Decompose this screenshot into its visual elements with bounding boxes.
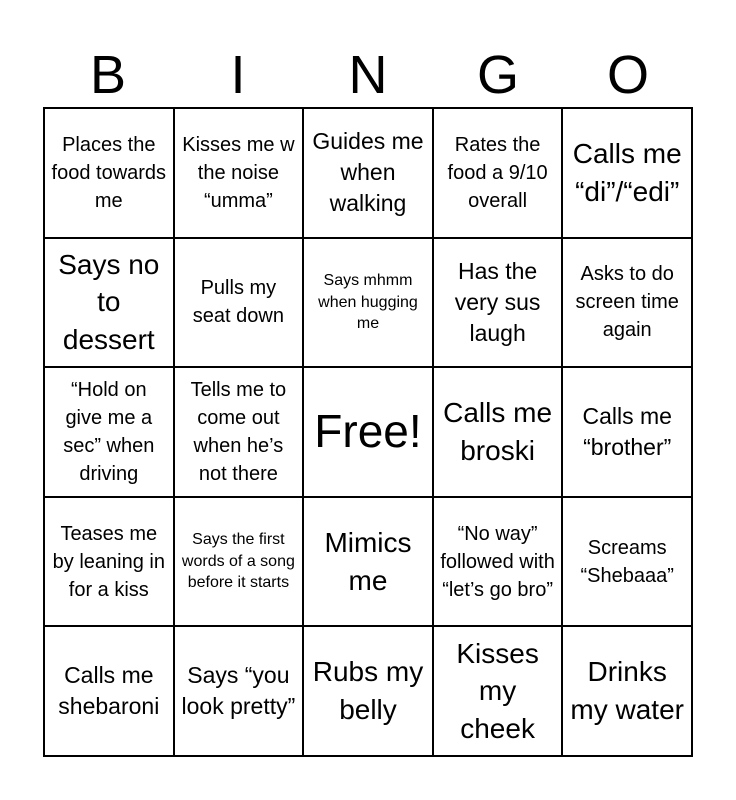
bingo-cell[interactable]: Says no to dessert [44, 238, 174, 368]
free-space-cell[interactable]: Free! [303, 367, 433, 497]
bingo-board [43, 107, 693, 757]
bingo-cell[interactable]: Calls me shebaroni [44, 626, 174, 756]
header-letter-n: N [348, 45, 388, 105]
bingo-cell[interactable]: Kisses me w the noise “umma” [174, 108, 304, 238]
bingo-cell[interactable]: Calls me “di”/“edi” [562, 108, 692, 238]
header-letter-g: G [476, 45, 519, 105]
bingo-cell[interactable]: Teases me by leaning in for a kiss [44, 497, 174, 627]
bingo-cell[interactable]: “Hold on give me a sec” when driving [44, 367, 174, 497]
bingo-cell[interactable]: “No way” followed with “let’s go bro” [433, 497, 563, 627]
header-letter-o: O [606, 45, 649, 105]
bingo-cell[interactable]: Kisses my cheek [433, 626, 563, 756]
bingo-cell[interactable]: Rates the food a 9/10 overall [433, 108, 563, 238]
bingo-cell[interactable]: Pulls my seat down [174, 238, 304, 368]
bingo-cell[interactable]: Has the very sus laugh [433, 238, 563, 368]
bingo-cell[interactable]: Says the first words of a song before it starts [174, 497, 304, 627]
bingo-cell[interactable]: Rubs my belly [303, 626, 433, 756]
bingo-cell[interactable]: Calls me “brother” [562, 367, 692, 497]
bingo-cell[interactable]: Places the food towards me [44, 108, 174, 238]
bingo-cell[interactable]: Calls me broski [433, 367, 563, 497]
bingo-cell[interactable]: Guides me when walking [303, 108, 433, 238]
bingo-cell[interactable]: Says mhmm when hugging me [303, 238, 433, 368]
bingo-cell[interactable]: Asks to do screen time again [562, 238, 692, 368]
bingo-cell[interactable]: Mimics me [303, 497, 433, 627]
bingo-cell[interactable]: Drinks my water [562, 626, 692, 756]
bingo-cell[interactable]: Says “you look pretty” [174, 626, 304, 756]
header-letter-i: I [230, 45, 246, 105]
bingo-cell[interactable]: Screams “Shebaaa” [562, 497, 692, 627]
bingo-header [43, 44, 693, 106]
header-letter-b: B [89, 45, 127, 105]
bingo-cell[interactable]: Tells me to come out when he’s not there [174, 367, 304, 497]
